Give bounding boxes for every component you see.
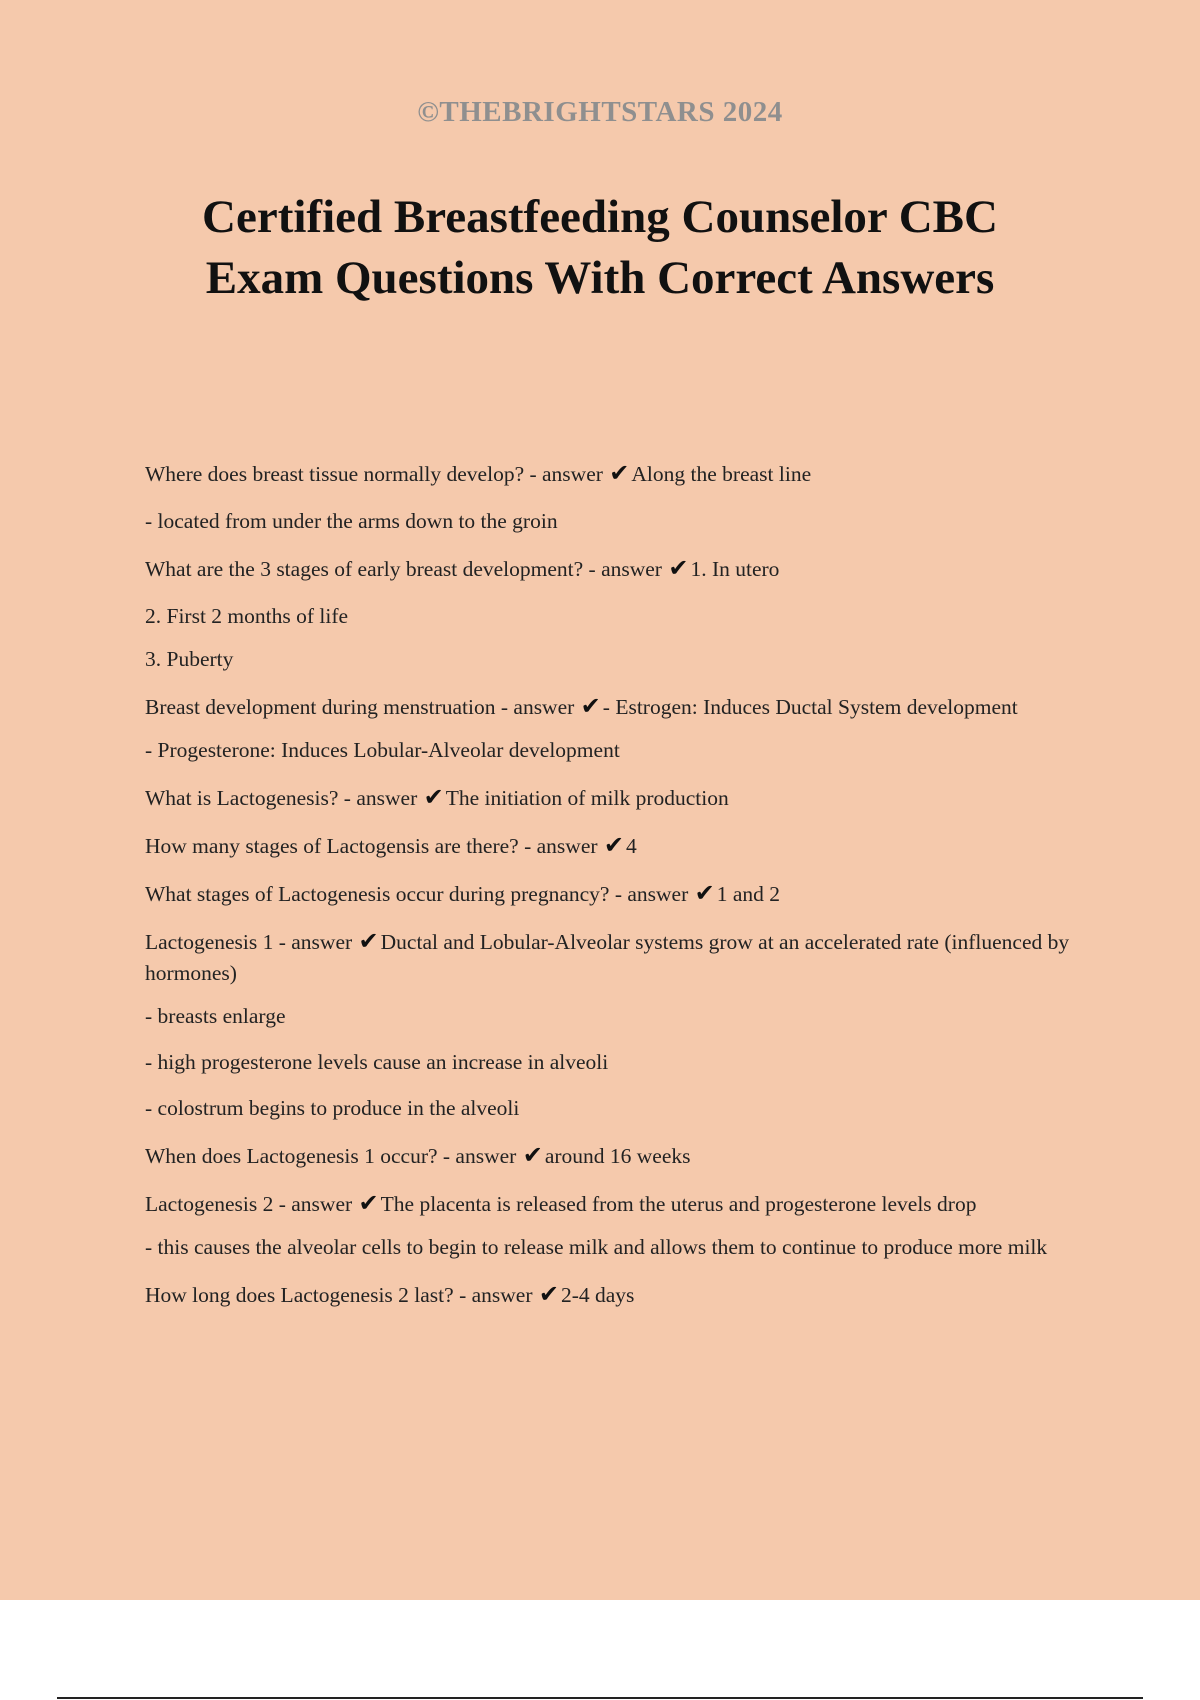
title-line-1: Certified Breastfeeding Counselor CBC [202, 191, 998, 243]
qa-item [145, 830, 1090, 862]
checkmark-icon: ✔ [522, 1141, 543, 1169]
question-text: What stages of Lactogenesis occur during pregnancy? - answer [145, 882, 689, 906]
question-text: How long does Lactogenesis 2 last? - answer [145, 1283, 533, 1307]
qa-item [145, 782, 1090, 814]
qa-item [145, 878, 1090, 910]
qa-item [145, 1188, 1090, 1220]
qa-detail-line: - breasts enlarge [145, 1004, 286, 1028]
qa-detail-line: 2. First 2 months of life [145, 604, 349, 628]
qa-list [145, 458, 1090, 1327]
question-text: Breast development during menstruation - answer [145, 695, 575, 719]
qa-detail-line: 3. Puberty [145, 647, 234, 671]
checkmark-icon: ✔ [358, 927, 379, 955]
checkmark-icon: ✔ [609, 459, 630, 487]
qa-detail-line: - located from under the arms down to the groin [145, 509, 558, 533]
qa-item [145, 926, 1090, 989]
answer-text: The placenta is released from the uterus and progesterone levels drop [380, 1192, 977, 1216]
copyright-watermark: ©THEBRIGHTSTARS 2024 [417, 96, 783, 128]
footer-divider [57, 1697, 1143, 1699]
question-text: Where does breast tissue normally develop? - answer [145, 462, 603, 486]
checkmark-icon: ✔ [423, 783, 444, 811]
answer-text: 4 [626, 834, 637, 858]
qa-item [145, 458, 1090, 490]
checkmark-icon: ✔ [538, 1280, 559, 1308]
answer-text: 2-4 days [560, 1283, 635, 1307]
checkmark-icon: ✔ [358, 1189, 379, 1217]
page-title [100, 187, 1100, 309]
question-text: Lactogenesis 2 - answer [145, 1192, 353, 1216]
qa-item [145, 1140, 1090, 1172]
question-text: How many stages of Lactogensis are there? - answer [145, 834, 598, 858]
qa-detail-line: - colostrum begins to produce in the alveoli [145, 1096, 520, 1120]
answer-text: The initiation of milk production [445, 786, 729, 810]
qa-item [145, 553, 1090, 585]
checkmark-icon: ✔ [580, 692, 601, 720]
checkmark-icon: ✔ [668, 554, 689, 582]
answer-text: Along the breast line [631, 462, 812, 486]
qa-item [145, 691, 1090, 723]
qa-detail-line: - high progesterone levels cause an increase in alveoli [145, 1050, 609, 1074]
checkmark-icon: ✔ [603, 831, 625, 859]
question-text: Lactogenesis 1 - answer [145, 930, 353, 954]
question-text: What is Lactogenesis? - answer [145, 786, 418, 810]
answer-text: Ductal and Lobular-Alveolar systems grow at an accelerated rate (influenced by hormones) [145, 930, 1070, 985]
question-text: What are the 3 stages of early breast development? - answer [145, 557, 662, 581]
answer-text: - Estrogen: Induces Ductal System development [602, 695, 1018, 719]
qa-detail-line: - this causes the alveolar cells to begin to release milk and allows them to continue to produce more milk [145, 1235, 1048, 1259]
answer-text: around 16 weeks [544, 1144, 691, 1168]
answer-text: 1 and 2 [716, 882, 781, 906]
qa-detail-line: - Progesterone: Induces Lobular-Alveolar development [145, 738, 620, 762]
title-line-2: Exam Questions With Correct Answers [205, 252, 995, 304]
qa-item [145, 1279, 1090, 1311]
question-text: When does Lactogenesis 1 occur? - answer [145, 1144, 517, 1168]
checkmark-icon: ✔ [694, 879, 715, 907]
answer-text: 1. In utero [690, 557, 780, 581]
